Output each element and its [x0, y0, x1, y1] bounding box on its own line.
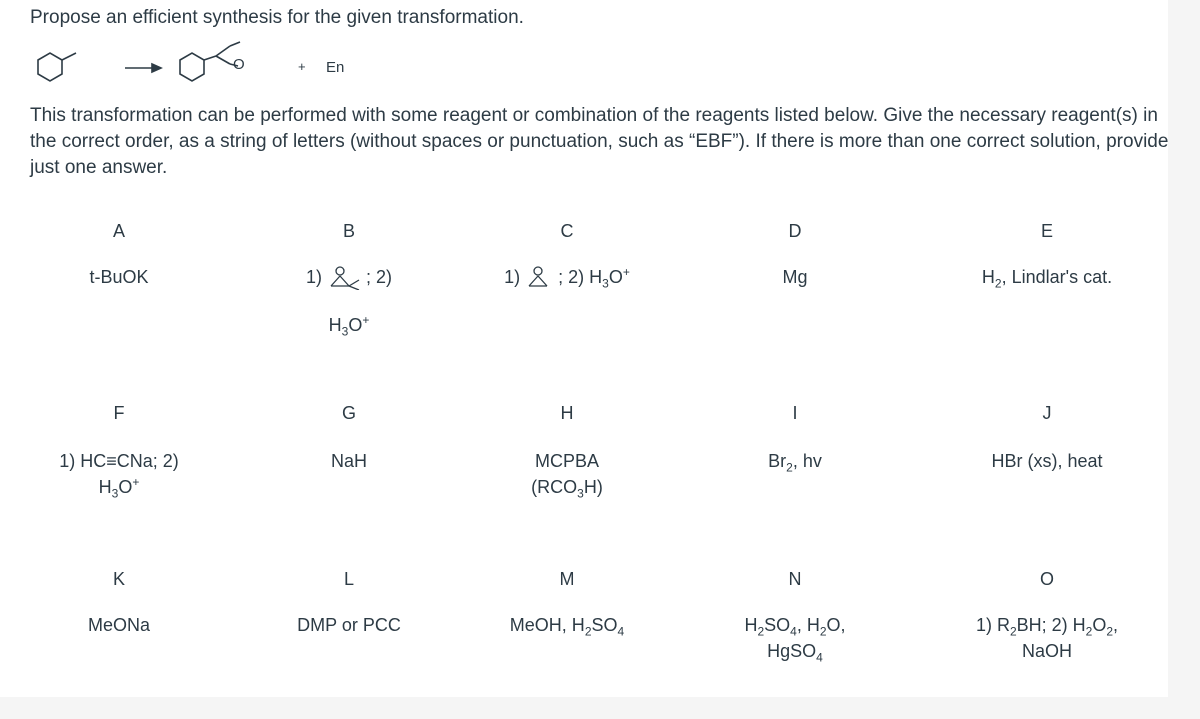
option-letter: H	[560, 403, 574, 423]
reagent-text	[234, 264, 464, 290]
question-title: Propose an efficient synthesis for the given transformation.	[30, 7, 524, 28]
step-one-label: 1)	[305, 267, 322, 287]
reagent-text-line2: $H_3O^+$	[98, 475, 140, 501]
option-letter: C	[560, 221, 574, 241]
oxygen-atom-label: O	[233, 56, 245, 73]
option-letter: I	[792, 403, 798, 423]
reagent-text: $Br_2$, hv	[768, 451, 822, 475]
reagent-option-l[interactable]	[234, 566, 464, 635]
option-letter: K	[112, 569, 125, 589]
option-letter: D	[788, 221, 802, 241]
reagent-option-i[interactable]	[680, 400, 910, 475]
reagent-text: 1) ; 2) $H_3O^+$	[504, 265, 630, 291]
option-letter: F	[113, 403, 125, 423]
reagent-text: t-BuOK	[89, 267, 149, 287]
reagent-text: 1) HC≡CNa; 2)	[59, 451, 179, 471]
instructions-text: This transformation can be performed with some reagent or combination of the reagents listed below. Give the necessary reagent(s) in the correct order, as a string of letters (without spaces or punctuation, such as “EBF”). If there is more than one correct solution, provide just one answer.	[30, 105, 1169, 178]
option-letter: A	[112, 221, 125, 241]
reagent-text-line2: $H_3O^+$	[328, 313, 370, 339]
reagent-option-o[interactable]	[932, 566, 1162, 661]
reagent-text: HBr (xs), heat	[991, 451, 1103, 471]
step-one-label: 1)	[504, 267, 521, 287]
reagent-text: $H_2SO_4$, $H_2O$,	[744, 615, 846, 639]
reagent-option-g[interactable]	[234, 400, 464, 471]
reagent-text: DMP or PCC	[297, 615, 401, 635]
option-letter: J	[1042, 403, 1052, 423]
reagent-text: MCPBA	[534, 451, 599, 471]
option-letter: L	[343, 569, 354, 589]
reagent-option-c[interactable]	[452, 218, 682, 291]
reagent-option-f[interactable]	[4, 400, 234, 501]
reagent-text: Mg	[782, 267, 808, 287]
reagent-text-line2: NaOH	[1021, 641, 1072, 661]
option-letter: M	[559, 569, 575, 589]
reagent-option-d[interactable]	[680, 218, 910, 287]
epoxide-structure-icon	[327, 266, 361, 290]
reagent-text-line2: $(RCO_3H)$	[531, 477, 603, 501]
reagent-text: NaH	[330, 451, 367, 471]
byproduct-label: En	[326, 59, 345, 76]
epoxide-structure-icon	[525, 266, 553, 290]
reagent-option-b[interactable]	[234, 218, 464, 339]
option-letter: E	[1040, 221, 1053, 241]
reagent-option-j[interactable]	[932, 400, 1162, 471]
reagent-text: 1) $R_2BH$; 2) $H_2O_2$,	[975, 615, 1119, 639]
reagent-option-a[interactable]	[4, 218, 234, 287]
reagent-text: MeOH, $H_2SO_4$	[509, 615, 625, 639]
option-letter: G	[341, 403, 356, 423]
step-two-label: ; 2)	[366, 267, 393, 287]
reagent-option-m[interactable]	[452, 566, 682, 639]
reagent-option-h[interactable]	[452, 400, 682, 501]
reagent-text: MeONa	[87, 615, 150, 635]
reagent-text: $H_2$, Lindlar's cat.	[981, 267, 1113, 291]
option-letter: O	[1039, 569, 1054, 589]
reagent-option-e[interactable]	[932, 218, 1162, 291]
plus-sign: +	[298, 59, 306, 74]
reagent-option-k[interactable]	[4, 566, 234, 635]
option-letter: N	[788, 569, 802, 589]
option-letter: B	[342, 221, 355, 241]
reagent-option-n[interactable]	[680, 566, 910, 665]
reagent-text-line2: HgSO$_4$	[767, 641, 823, 665]
